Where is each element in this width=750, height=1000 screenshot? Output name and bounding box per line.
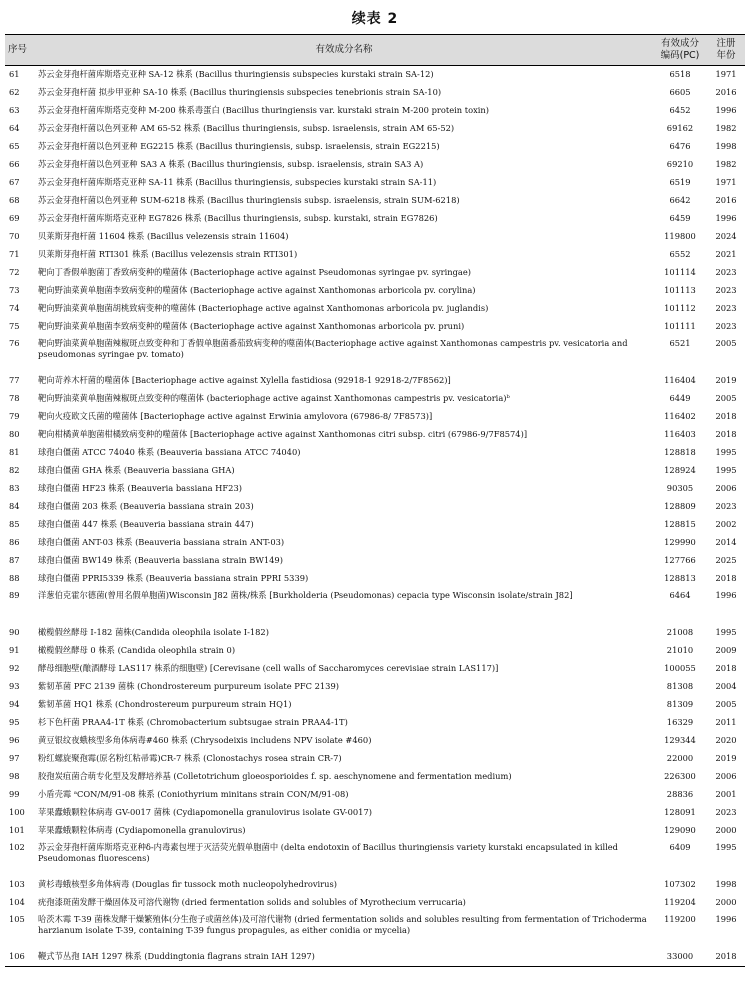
table-row [5,282,745,300]
row-pc-code: 128813 [664,573,696,584]
table-row [5,732,745,750]
row-registration-year: 2006 [715,483,737,494]
table-row [5,498,745,516]
row-pc-code: 21010 [666,645,694,656]
row-ingredient-name: 苏云金芽孢杆菌 拟步甲亚种 SA-10 株系 (Bacillus thuringiensis subspecies tenebrionis strain SA-10) [38,87,442,98]
row-serial-number: 62 [9,87,20,98]
row-serial-number: 105 [9,914,25,924]
row-registration-year: 2016 [715,87,737,98]
row-pc-code: 129090 [664,825,696,836]
row-ingredient-name: 苏云金芽孢杆菌以色列亚种 SUM-6218 株系 (Bacillus thuringiensis subsp. israelensis, strain SUM-6218) [38,195,460,206]
row-ingredient-name: 苏云金芽孢杆菌以色列亚种 AM 65-52 株系 (Bacillus thuringiensis, subsp. israelensis, strain AM 65-52) [38,123,455,134]
row-serial-number: 74 [9,303,20,314]
header-registration-year [707,35,745,66]
row-ingredient-name: 黄豆银纹夜蛾核型多角体病毒#460 株系 (Chrysodeixis includens NPV isolate #460) [38,735,372,746]
row-registration-year: 1998 [715,141,737,152]
row-registration-year: 2023 [715,303,737,314]
row-registration-year: 2021 [715,249,737,260]
table-row [5,588,745,624]
table-row [5,516,745,534]
row-registration-year: 2023 [715,321,737,332]
row-registration-year: 2005 [715,393,737,404]
row-pc-code: 128815 [664,519,696,530]
row-pc-code: 128809 [664,501,696,512]
row-pc-code: 6452 [669,105,691,116]
row-serial-number: 66 [9,159,20,170]
row-ingredient-name: 苏云金芽孢杆菌以色列亚种 SA3 A 株系 (Bacillus thuringiensis, subsp. israelensis, strain SA3 A) [38,159,424,170]
row-pc-code: 116404 [664,375,696,386]
row-registration-year: 1971 [715,177,737,188]
header-ingredient-name: 有效成分名称 [315,43,373,55]
row-ingredient-name: 靶向野油菜黄单胞菌辣椒斑点致变种和丁香假单胞菌番茄致病变种的噬菌体(Bacteriophage active against Xanthomonas campestris pv. vesicatoria and pseudomonas syringae pv. tomato) [38,338,628,360]
table-row [5,444,745,462]
row-pc-code: 6459 [669,213,691,224]
row-registration-year: 2000 [715,897,737,908]
row-registration-year: 2023 [715,501,737,512]
row-serial-number: 103 [9,879,25,890]
row-serial-number: 90 [9,627,20,638]
table-row [5,390,745,408]
row-pc-code: 101113 [664,285,696,296]
row-ingredient-name: 球孢白僵菌 447 株系 (Beauveria bassiana strain 447) [38,519,254,530]
header-registration-year-line2: 年份 [716,50,736,61]
row-serial-number: 81 [9,447,20,458]
table-header-row [5,35,745,66]
row-registration-year: 1998 [715,879,737,890]
row-ingredient-name: 胶孢炭疽菌合萌专化型及发酵培养基 (Colletotrichum gloeosporioides f. sp. aeschynomene and fermentation medium) [38,771,512,782]
row-registration-year: 2009 [715,645,737,656]
row-registration-year: 2024 [715,231,737,242]
row-registration-year: 2002 [715,519,737,530]
row-pc-code: 33000 [666,951,694,962]
row-serial-number: 100 [9,807,25,818]
row-ingredient-name: 球孢白僵菌 GHA 株系 (Beauveria bassiana GHA) [38,465,235,476]
row-registration-year: 1982 [715,123,737,134]
row-serial-number: 96 [9,735,20,746]
row-serial-number: 91 [9,645,20,656]
row-serial-number: 88 [9,573,20,584]
row-registration-year: 2023 [715,285,737,296]
row-ingredient-name: 苏云金芽孢杆菌库斯塔克亚种 SA-12 株系 (Bacillus thuringiensis subspecies kurstaki strain SA-12) [38,69,434,80]
row-pc-code: 127766 [664,555,696,566]
row-ingredient-name: 靶向火疫欧文氏菌的噬菌体 [Bacteriophage active against Erwinia amylovora (67986-8/ 7F8573)] [38,411,433,422]
table-row [5,264,745,282]
row-ingredient-name: 疣孢漆斑菌发酵干燥固体及可溶代谢物 (dried fermentation solids and solubles of Myrothecium verrucaria) [38,897,466,908]
row-serial-number: 69 [9,213,20,224]
row-serial-number: 70 [9,231,20,242]
row-pc-code: 69162 [666,123,694,134]
row-pc-code: 129344 [664,735,696,746]
table-row [5,120,745,138]
row-ingredient-name: 靶向丁香假单胞菌丁香致病变种的噬菌体 (Bacteriophage active against Pseudomonas syringae pv. syringae) [38,267,472,278]
row-ingredient-name: 苏云金芽孢杆菌库斯塔克亚种 EG7826 株系 (Bacillus thuringiensis, subsp. kurstaki, strain EG7826) [38,213,438,224]
row-pc-code: 226300 [664,771,696,782]
table-row [5,768,745,786]
row-registration-year: 1996 [715,590,737,600]
row-pc-code: 100055 [664,663,696,674]
row-serial-number: 78 [9,393,20,404]
table-row [5,570,745,588]
table-row [5,696,745,714]
row-pc-code: 119200 [664,914,696,924]
row-serial-number: 80 [9,429,20,440]
row-serial-number: 92 [9,663,20,674]
row-registration-year: 2025 [715,555,737,566]
row-pc-code: 16329 [666,717,694,728]
row-registration-year: 1996 [715,914,737,924]
row-pc-code: 6518 [669,69,691,80]
page-title: 续表 2 [351,11,399,27]
row-ingredient-name: 苏云金芽孢杆菌库斯塔克亚种 SA-11 株系 (Bacillus thuringiensis, subspecies kurstaki strain SA-11) [38,177,437,188]
row-serial-number: 68 [9,195,20,206]
row-serial-number: 79 [9,411,20,422]
table-body [5,66,745,967]
table-row [5,210,745,228]
table-row [5,714,745,732]
row-ingredient-name: 紫韧革菌 PFC 2139 菌株 (Chondrostereum purpureum isolate PFC 2139) [38,681,339,692]
row-serial-number: 75 [9,321,20,332]
table-row [5,750,745,768]
row-ingredient-name: 粉红螺旋聚孢霉(原名粉红粘帚霉)CR-7 株系 (Clonostachys rosea strain CR-7) [38,753,342,764]
row-pc-code: 22000 [666,753,694,764]
row-pc-code: 6409 [669,842,691,852]
table-row [5,534,745,552]
row-registration-year: 2023 [715,267,737,278]
row-ingredient-name: 球孢白僵菌 ANT-03 株系 (Beauveria bassiana strain ANT-03) [38,537,285,548]
row-ingredient-name: 黄杉毒蛾核型多角体病毒 (Douglas fir tussock moth nucleopolyhedrovirus) [38,879,337,890]
table-row [5,660,745,678]
row-serial-number: 73 [9,285,20,296]
row-serial-number: 65 [9,141,20,152]
row-serial-number: 97 [9,753,20,764]
row-registration-year: 1995 [715,842,737,852]
row-ingredient-name: 球孢白僵菌 203 株系 (Beauveria bassiana strain 203) [38,501,254,512]
row-serial-number: 86 [9,537,20,548]
row-ingredient-name: 球孢白僵菌 HF23 株系 (Beauveria bassiana HF23) [38,483,242,494]
row-registration-year: 1995 [715,447,737,458]
row-pc-code: 6519 [669,177,691,188]
row-pc-code: 107302 [664,879,696,890]
row-pc-code: 128091 [664,807,696,818]
table-row [5,804,745,822]
row-serial-number: 95 [9,717,20,728]
header-serial-number: 序号 [8,43,28,55]
row-registration-year: 2016 [715,195,737,206]
row-pc-code: 6464 [669,590,691,600]
table-row [5,876,745,894]
row-pc-code: 101112 [664,303,696,314]
row-serial-number: 72 [9,267,20,278]
row-serial-number: 101 [9,825,25,836]
row-ingredient-name: 酵母细胞壁(酿酒酵母 LAS117 株系的细胞壁) [Cerevisane (cell walls of Saccharomyces cerevisiae strain LAS117)] [38,663,499,674]
row-serial-number: 63 [9,105,20,116]
row-ingredient-name: 紫韧革菌 HQ1 株系 (Chondrostereum purpureum strain HQ1) [38,699,292,710]
row-serial-number: 77 [9,375,20,386]
table-row [5,426,745,444]
table-row [5,480,745,498]
table-row [5,84,745,102]
row-ingredient-name: 贝莱斯芽孢杆菌 11604 株系 (Bacillus velezensis strain 11604) [38,231,289,242]
row-serial-number: 83 [9,483,20,494]
row-registration-year: 2019 [715,375,737,386]
row-pc-code: 116402 [664,411,696,422]
row-registration-year: 2001 [715,789,737,800]
row-serial-number: 87 [9,555,20,566]
row-serial-number: 104 [9,897,25,908]
header-pc-code-line1: 有效成分 [660,37,699,49]
row-ingredient-name: 靶向野油菜黄单胞菌胡桃致病变种的噬菌体 (Bacteriophage active against Xanthomonas arboricola pv. juglandis) [38,303,489,314]
row-pc-code: 21008 [666,627,694,638]
row-registration-year: 2014 [715,537,737,548]
row-ingredient-name: 靶向柑橘黄单胞菌柑橘致病变种的噬菌体 [Bacteriophage active against Xanthomonas citri subsp. citri (67986-9/7F8574)] [38,429,528,440]
table-row [5,138,745,156]
row-registration-year: 2020 [715,735,737,746]
row-ingredient-name: 球孢白僵菌 PPRI5339 株系 (Beauveria bassiana strain PPRI 5339) [38,573,309,584]
table-row [5,894,745,912]
row-ingredient-name: 苏云金芽孢杆菌库斯塔克亚种δ-内毒素包埋于灭活荧光假单胞菌中 (delta endotoxin of Bacillus thuringiensis variety kurstaki encapsulated in killed Pseudomonas fluorescens) [38,842,618,864]
table-row [5,192,745,210]
table-row [5,66,745,85]
row-ingredient-name: 苏云金芽孢杆菌以色列亚种 EG2215 株系 (Bacillus thuringiensis, subsp. israelensis, strain EG2215) [38,141,440,152]
row-pc-code: 119800 [664,231,696,242]
row-serial-number: 94 [9,699,20,710]
row-pc-code: 6476 [669,141,691,152]
row-registration-year: 2019 [715,753,737,764]
active-ingredients-table [5,34,745,967]
row-registration-year: 2006 [715,771,737,782]
row-registration-year: 2005 [715,338,737,348]
row-pc-code: 116403 [664,429,696,440]
row-ingredient-name: 靶向野油菜黄单胞菌辣椒斑点致变种的噬菌体 (bacteriophage active against Xanthomonas campestris pv. vesicatoria)ᵇ [38,393,510,404]
row-serial-number: 76 [9,338,20,348]
row-registration-year: 1971 [715,69,737,80]
row-registration-year: 2011 [715,717,737,728]
row-serial-number: 98 [9,771,20,782]
row-pc-code: 6521 [669,338,691,348]
row-pc-code: 28836 [666,789,694,800]
table-row [5,552,745,570]
row-ingredient-name: 小盾壳霉 ᵃCON/M/91-08 株系 (Coniothyrium minitans strain CON/M/91-08) [38,789,349,800]
row-ingredient-name: 橄榄假丝酵母 0 株系 (Candida oleophila strain 0) [38,645,236,656]
row-pc-code: 101114 [664,267,696,278]
table-row [5,408,745,426]
row-ingredient-name: 洋葱伯克霍尔德菌(曾用名假单胞菌)Wisconsin J82 菌株/株系 [Burkholderia (Pseudomonas) cepacia type Wisconsin isolate/strain J82] [38,590,573,600]
row-registration-year: 2018 [715,663,737,674]
header-pc-code [653,35,707,66]
row-pc-code: 129990 [664,537,696,548]
table-row [5,840,745,876]
row-ingredient-name: 球孢白僵菌 ATCC 74040 株系 (Beauveria bassiana ATCC 74040) [38,447,301,458]
row-ingredient-name: 靶向野油菜黄单胞菌李致病变种的噬菌体 (Bacteriophage active against Xanthomonas arboricola pv. pruni) [38,321,465,332]
table-row [5,948,745,967]
header-pc-code-line2: 编码(PC) [660,50,700,61]
row-registration-year: 1982 [715,159,737,170]
row-pc-code: 81309 [666,699,694,710]
row-registration-year: 2005 [715,699,737,710]
row-pc-code: 119204 [664,897,696,908]
row-serial-number: 82 [9,465,20,476]
row-registration-year: 2000 [715,825,737,836]
table-row [5,300,745,318]
row-pc-code: 81308 [666,681,694,692]
row-serial-number: 64 [9,123,20,134]
row-registration-year: 1995 [715,465,737,476]
table-row [5,336,745,372]
row-registration-year: 2018 [715,429,737,440]
table-row [5,678,745,696]
row-ingredient-name: 鞭式节丛孢 IAH 1297 株系 (Duddingtonia flagrans strain IAH 1297) [38,951,315,962]
row-serial-number: 71 [9,249,20,260]
row-serial-number: 106 [9,951,25,962]
row-ingredient-name: 橄榄假丝酵母 I-182 菌株(Candida oleophila isolate I-182) [38,627,269,638]
row-registration-year: 2018 [715,951,737,962]
row-serial-number: 61 [9,69,20,80]
row-pc-code: 101111 [664,321,696,332]
table-row [5,786,745,804]
table-row [5,318,745,336]
row-ingredient-name: 靶向野油菜黄单胞菌李致病变种的噬菌体 (Bacteriophage active against Xanthomonas arboricola pv. corylina) [38,285,476,296]
table-row [5,174,745,192]
row-serial-number: 93 [9,681,20,692]
table-row [5,246,745,264]
row-ingredient-name: 哈茨木霉 T-39 菌株发酵干燥繁殖体(分生孢子或菌丝体)及可溶代谢物 (dried fermentation solids and solubles resulting from fermentation of Trichoderma harzianum isolate T-39, containing T-39 fungus propagules, as either conidia or mycelia) [38,914,647,936]
row-pc-code: 6449 [669,393,691,404]
row-registration-year: 2023 [715,807,737,818]
row-ingredient-name: 靶向苛养木杆菌的噬菌体 [Bacteriophage active against Xylella fastidiosa (92918-1 92918-2/7F8562)] [38,375,451,386]
row-registration-year: 2004 [715,681,737,692]
row-ingredient-name: 球孢白僵菌 BW149 株系 (Beauveria bassiana strain BW149) [38,555,283,566]
row-pc-code: 6605 [669,87,691,98]
row-serial-number: 85 [9,519,20,530]
row-ingredient-name: 贝莱斯芽孢杆菌 RTI301 株系 (Bacillus velezensis strain RTI301) [38,249,298,260]
row-ingredient-name: 苹果蠹蛾颗粒体病毒 (Cydiapomonella granulovirus) [38,825,246,836]
row-ingredient-name: 苏云金芽孢杆菌库斯塔克变种 M-200 株系毒蛋白 (Bacillus thuringiensis var. kurstaki strain M-200 protein toxin) [38,105,489,116]
row-registration-year: 2018 [715,411,737,422]
row-serial-number: 67 [9,177,20,188]
row-ingredient-name: 苹果蠹蛾颗粒体病毒 GV-0017 菌株 (Cydiapomonella granulovirus isolate GV-0017) [38,807,372,818]
table-row [5,624,745,642]
row-pc-code: 90305 [666,483,694,494]
row-registration-year: 2018 [715,573,737,584]
row-pc-code: 128924 [664,465,696,476]
row-registration-year: 1995 [715,627,737,638]
row-registration-year: 1996 [715,213,737,224]
table-row [5,462,745,480]
header-registration-year-line1: 注册 [716,37,736,49]
table-row [5,156,745,174]
table-row [5,822,745,840]
table-row [5,102,745,120]
table-row [5,228,745,246]
row-ingredient-name: 杉下色杆菌 PRAA4-1T 株系 (Chromobacterium subtsugae strain PRAA4-1T) [38,717,348,728]
table-row [5,912,745,948]
row-pc-code: 69210 [666,159,694,170]
row-registration-year: 1996 [715,105,737,116]
row-pc-code: 6552 [669,249,691,260]
row-serial-number: 84 [9,501,20,512]
row-serial-number: 89 [9,590,20,600]
row-pc-code: 128818 [664,447,696,458]
table-row [5,642,745,660]
row-pc-code: 6642 [669,195,691,206]
table-row [5,372,745,390]
row-serial-number: 102 [9,842,25,852]
row-serial-number: 99 [9,789,20,800]
